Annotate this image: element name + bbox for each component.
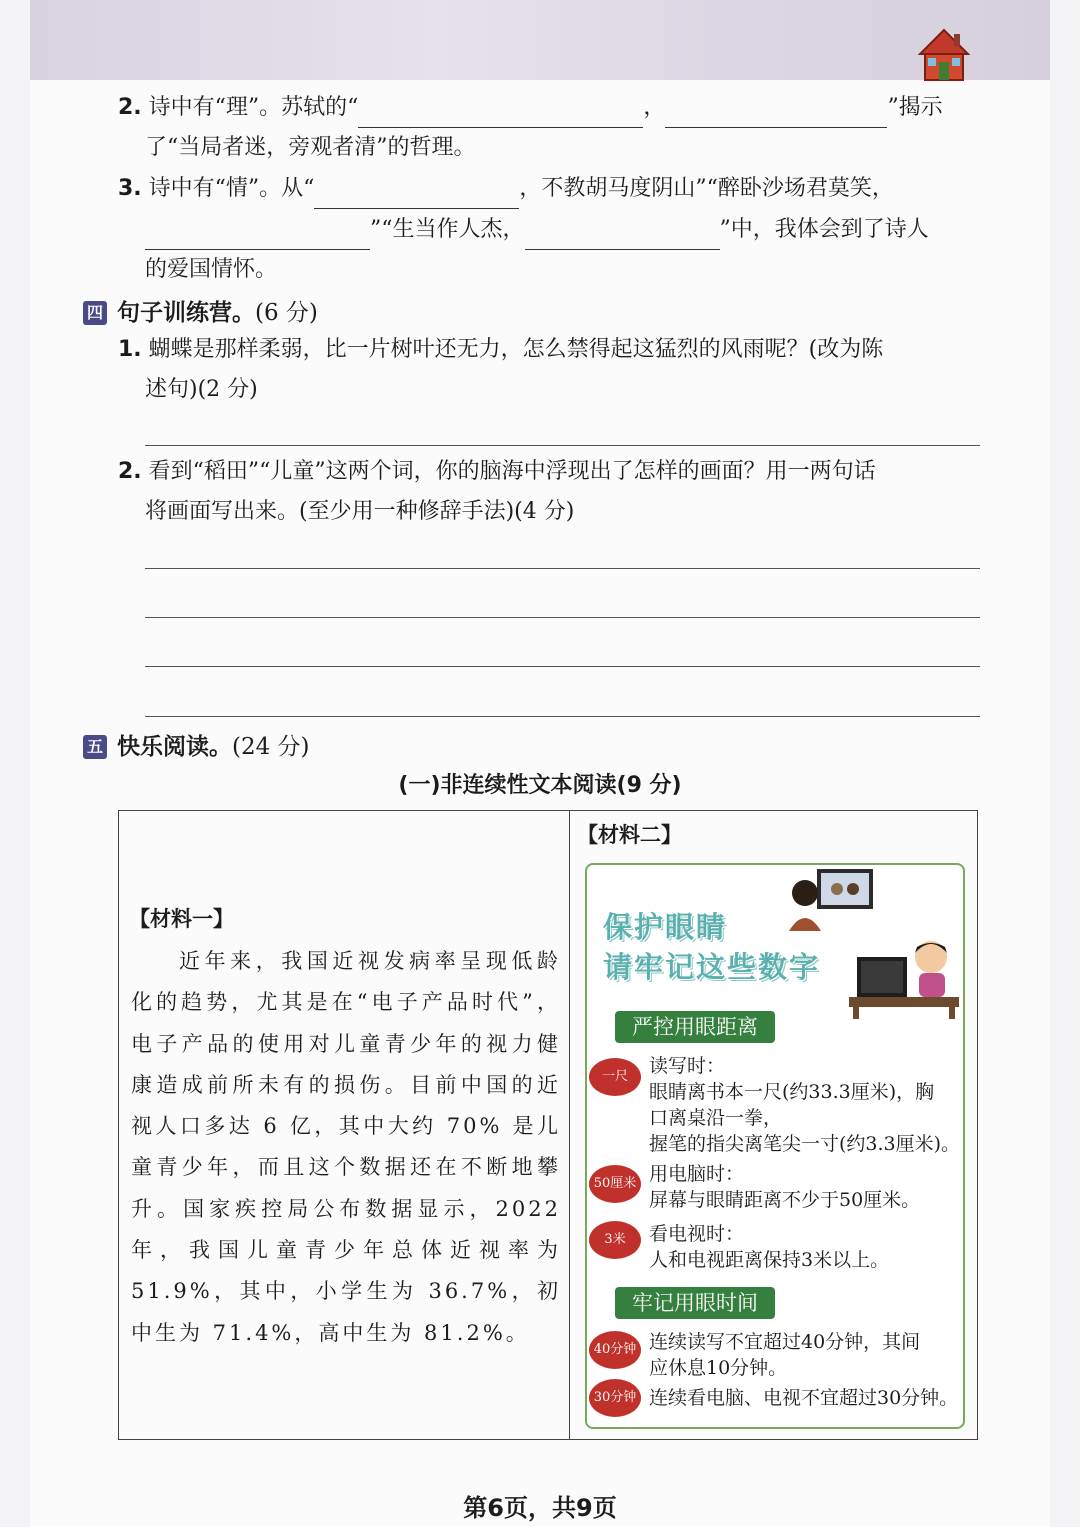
materials-table <box>118 810 978 1440</box>
section-4-question-1-cont: 述句)(2 分) <box>145 377 258 402</box>
item-badge: 一尺 <box>589 1058 641 1096</box>
page-number: 第6页，共9页 <box>463 1494 617 1522</box>
question-3-line3: 的爱国情怀。 <box>145 257 278 282</box>
person-at-monitor-illustration <box>787 867 877 931</box>
house-icon <box>918 28 970 82</box>
column-divider <box>569 811 570 1439</box>
distance-banner: 严控用眼距离 <box>615 1011 775 1043</box>
section-number-badge: 五 <box>83 735 107 759</box>
answer-line[interactable] <box>145 617 980 618</box>
section-4-question-2-cont: 将画面写出来。(至少用一种修辞手法)(4 分) <box>145 499 575 524</box>
question-3-line2: ”“生当作人杰， ”中，我体会到了诗人 <box>145 210 929 250</box>
answer-blank[interactable] <box>525 221 720 250</box>
answer-line[interactable] <box>145 445 980 446</box>
material-2-title: 【材料二】 <box>577 823 682 847</box>
question-2-line1: 2. 诗中有“理”。苏轼的“ ， ”揭示 <box>118 88 943 128</box>
item-badge: 40分钟 <box>589 1331 641 1369</box>
reading-time-info: 连续读写不宜超过40分钟，其间 应休息10分钟。 <box>649 1331 921 1379</box>
question-2-line2: 了“当局者迷，旁观者清”的哲理。 <box>145 135 476 160</box>
reading-subtitle: (一)非连续性文本阅读(9 分) <box>398 773 682 798</box>
answer-blank[interactable] <box>314 180 519 209</box>
question-3-line1: 3. 诗中有“情”。从“ ，不教胡马度阴山”“醉卧沙场君莫笑， <box>118 169 894 209</box>
computer-distance-info: 用电脑时： 屏幕与眼睛距离不少于50厘米。 <box>649 1163 921 1211</box>
item-badge: 50厘米 <box>589 1165 641 1203</box>
eye-care-poster <box>585 863 965 1429</box>
material-1-title: 【材料一】 <box>129 907 234 931</box>
answer-line[interactable] <box>145 716 980 717</box>
item-badge: 30分钟 <box>589 1379 641 1417</box>
screen-time-info: 连续看电脑、电视不宜超过30分钟。 <box>649 1387 959 1409</box>
time-banner: 牢记用眼时间 <box>615 1287 775 1319</box>
answer-blank[interactable] <box>665 99 887 128</box>
answer-line[interactable] <box>145 568 980 569</box>
section-4-heading: 四 句子训练营。(6 分) <box>83 294 318 327</box>
reading-distance-info: 读写时： 眼睛离书本一尺(约33.3厘米)，胸 口离桌沿一拳， 握笔的指尖离笔尖一寸(约3.3厘米)。 <box>649 1055 961 1155</box>
section-number-badge: 四 <box>83 301 107 325</box>
material-1-text: 近年来，我国近视发病率呈现低龄化的趋势，尤其是在“电子产品时代”，电子产品的使用对儿童青少年的视力健康造成前所未有的损伤。目前中国的近视人口多达 6 亿，其中大约 70% 是儿童青少年，而且这个数据还在不断地攀升。国家疾控局公布数据显示，2022 年，我国儿童青少年总体近视率为 51.9%，其中，小学生为 36.7%，初中生为 71.4%，高中生为 81.2%。 <box>131 949 561 1345</box>
section-4-question-1: 1. 蝴蝶是那样柔弱，比一片树叶还无力，怎么禁得起这猛烈的风雨呢？(改为陈 <box>118 337 884 362</box>
item-badge: 3米 <box>589 1221 641 1259</box>
answer-line[interactable] <box>145 666 980 667</box>
poster-title-line1: 保护眼睛 <box>603 910 728 944</box>
header-band <box>30 0 1050 80</box>
section-5-heading: 五 快乐阅读。(24 分) <box>83 728 310 761</box>
answer-blank[interactable] <box>145 221 370 250</box>
section-4-question-2: 2. 看到“稻田”“儿童”这两个词，你的脑海中浮现出了怎样的画面？用一两句话 <box>118 459 876 484</box>
child-at-computer-illustration <box>849 937 959 1019</box>
poster-title-line2: 请牢记这些数字 <box>603 950 821 984</box>
answer-blank[interactable] <box>358 99 643 128</box>
tv-distance-info: 看电视时： 人和电视距离保持3米以上。 <box>649 1223 890 1271</box>
